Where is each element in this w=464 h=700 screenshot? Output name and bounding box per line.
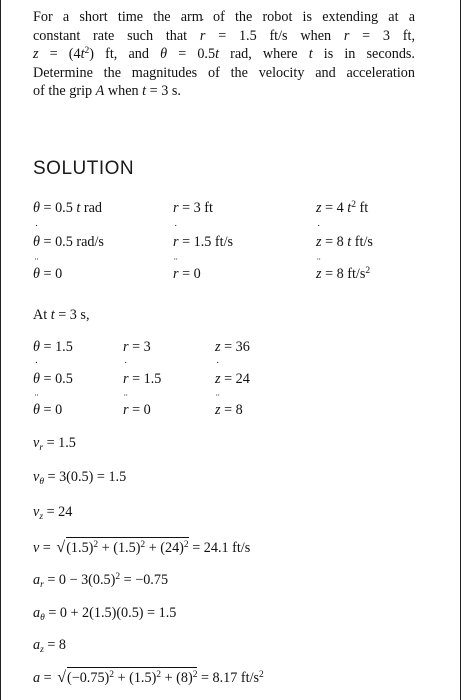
val-z-ddot: z ¨ = 8 bbox=[215, 401, 243, 419]
eq-a-theta: $a_\theta = 0 + 2(1.5)(0.5) = 1.5$ bbox=[33, 605, 177, 623]
val-r: r = 3 bbox=[123, 339, 151, 355]
eq-a-r: $a_r = 0 - 3(0.5)^2 = -0.75$ bbox=[33, 572, 169, 590]
problem-line-4: Determine the magnitudes of the velocity and acceleration bbox=[33, 64, 415, 81]
eq-a-magnitude: $a = √(-0.75)^2 + (1.5)^2 + (8)^2 = 8.17$ $ft/s^2$ bbox=[33, 669, 264, 686]
problem-line-1: For a short time the arm of the robot is extending at a bbox=[33, 9, 415, 25]
val-theta: θ = 1.5 bbox=[33, 339, 73, 355]
eq-r: r = 3 ft bbox=[173, 200, 213, 216]
solution-heading: SOLUTION bbox=[33, 158, 135, 179]
eq-z-ddot: z ¨ = 8 $ft/s^2$ bbox=[316, 265, 370, 283]
problem-line-5: of the grip A when t = 3 s. bbox=[33, 83, 181, 100]
eq-theta-dot: θ ˙ = 0.5 rad/s bbox=[33, 233, 104, 251]
eq-v-theta: $v_\theta = 3(0.5) = 1.5$ bbox=[33, 469, 127, 487]
eq-v-r: $v_r = 1.5$ bbox=[33, 435, 76, 453]
eq-theta-ddot: θ ¨ = 0 bbox=[33, 265, 62, 283]
val-z: z = 36 bbox=[215, 339, 250, 355]
eq-v-magnitude: $v = √(1.5)^2 + (1.5)^2 + (24)^2 = 24.1$ ft/s bbox=[33, 539, 251, 556]
problem-line-3: $z = (4t^2)$ ft, and θ = 0.5t rad, where t is in seconds. bbox=[33, 46, 415, 63]
val-r-ddot: r ¨ = 0 bbox=[123, 401, 151, 419]
eq-r-ddot: r ¨ = 0 bbox=[173, 265, 201, 283]
eq-r-dot: r ˙ = 1.5 ft/s bbox=[173, 233, 233, 251]
val-theta-ddot: θ ¨ = 0 bbox=[33, 401, 62, 419]
eq-v-z: $v_z = 24$ bbox=[33, 504, 73, 522]
eq-z: z = 4 $t^2$ ft bbox=[316, 200, 369, 216]
eq-z-dot: z ˙ = 8 t ft/s bbox=[316, 233, 373, 251]
val-r-dot: r ˙ = 1.5 bbox=[123, 370, 161, 388]
eq-theta: θ = 0.5 t rad bbox=[33, 200, 102, 216]
problem-statement bbox=[33, 8, 415, 101]
val-theta-dot: θ ˙ = 0.5 bbox=[33, 370, 73, 388]
at-time-label: At t = 3 s, bbox=[33, 307, 90, 323]
eq-a-z: $a_z = 8$ bbox=[33, 637, 66, 655]
val-z-dot: z ˙ = 24 bbox=[215, 370, 250, 388]
problem-line-2: constant rate such that r ˙ = 1.5 ft/s when r = 3 ft, bbox=[33, 27, 415, 46]
